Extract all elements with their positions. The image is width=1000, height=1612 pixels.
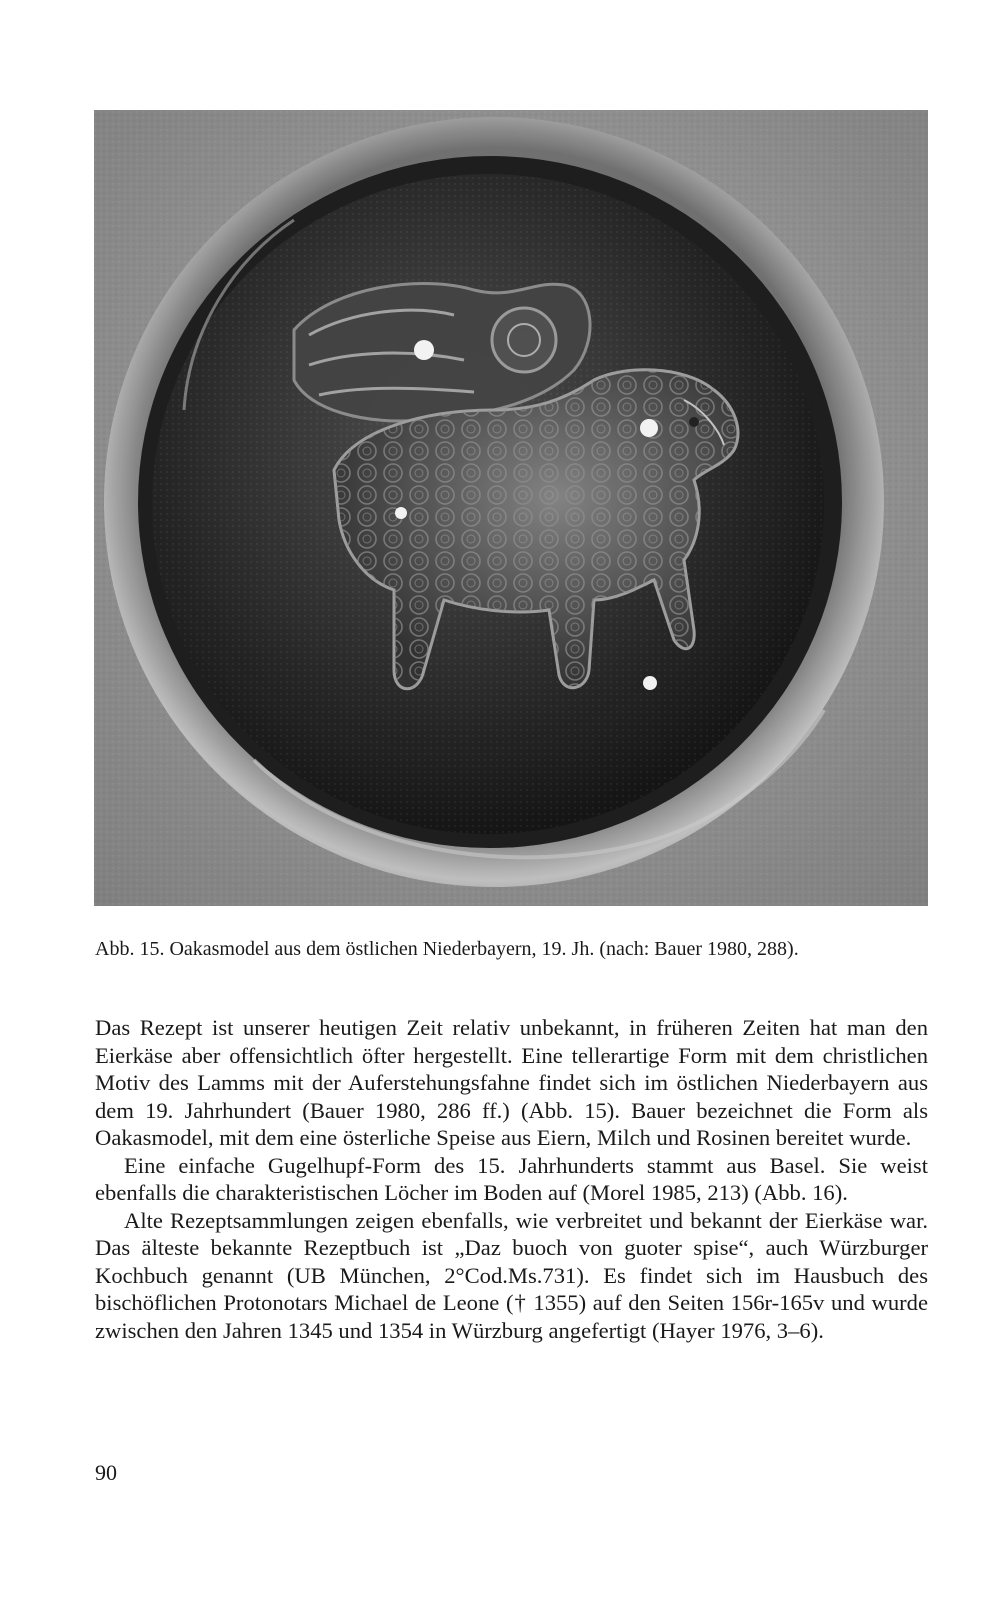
figure-caption: Abb. 15. Oakasmodel aus dem östlichen Niederbayern, 19. Jh. (nach: Bauer 1980, 288). (95, 938, 799, 960)
oakasmodel-photo (94, 110, 928, 906)
figure-photo-oakasmodel (94, 110, 928, 906)
paragraph-1: Das Rezept ist unserer heutigen Zeit relativ unbekannt, in früheren Zeiten hat man den Eierkäse aber offensichtlich öfter hergestellt. Eine tellerartige Form mit dem christlichen Motiv des Lamms mit der Auferstehungsfahne findet sich im östlichen Niederbayern aus dem 19. Jahrhundert (Bauer 1980, 286 ff.) (Abb. 15). Bauer bezeichnet die Form als Oakasmodel, mit dem eine österliche Speise aus Eiern, Milch und Rosinen bereitet wurde. (95, 1015, 928, 1150)
page-number: 90 (95, 1460, 117, 1485)
paragraph-2: Eine einfache Gugelhupf-Form des 15. Jahrhunderts stammt aus Basel. Sie weist ebenfalls die charakteristischen Löcher im Boden auf (Morel 1985, 213) (Abb. 16). (95, 1152, 928, 1205)
body-text (95, 1014, 928, 1344)
paragraph-3: Alte Rezeptsammlungen zeigen ebenfalls, wie verbreitet und bekannt der Eierkäse war. Das älteste bekannte Rezeptbuch ist „Daz buoch von guoter spise“, auch Würzburger Kochbuch genannt (UB München, 2°Cod.Ms.731). Es findet sich im Hausbuch des bischöflichen Protonotars Michael de Leone († 1355) auf den Seiten 156r-165v und wurde zwischen den Jahren 1345 und 1354 in Würzburg angefertigt (Hayer 1976, 3–6). (95, 1207, 928, 1343)
